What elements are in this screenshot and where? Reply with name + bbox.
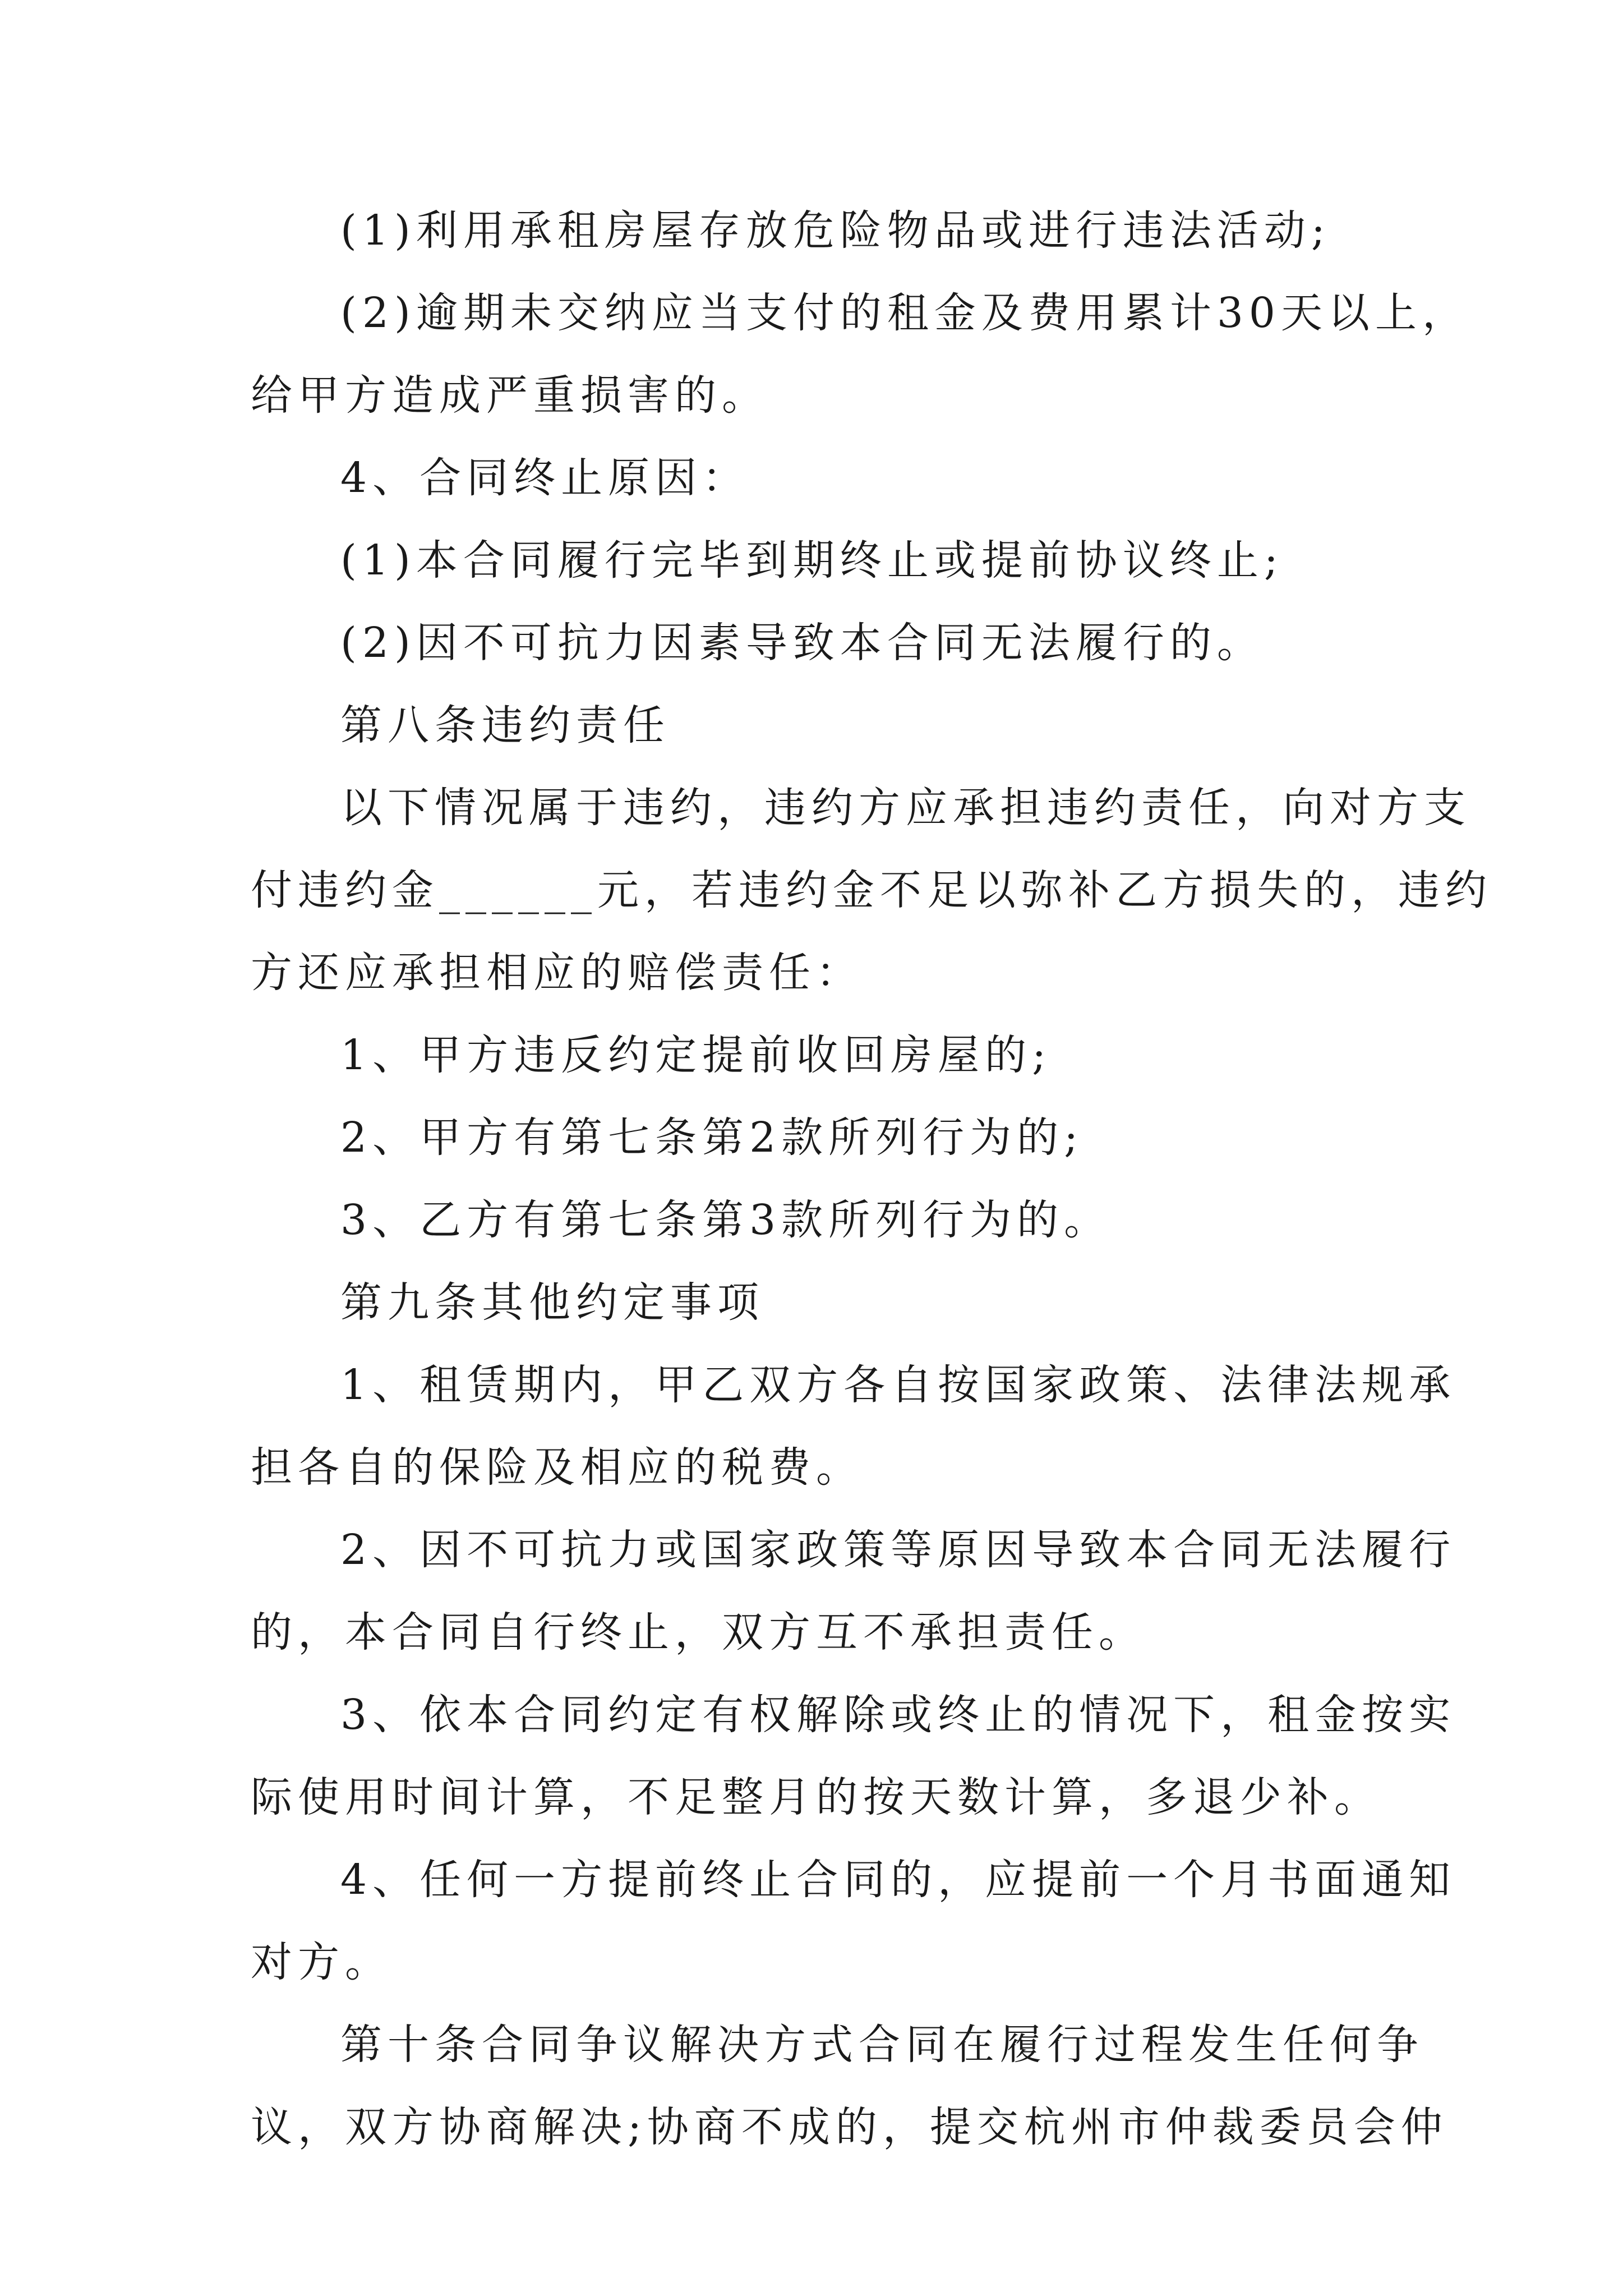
text-line: 给甲方造成严重损害的。 xyxy=(251,371,769,420)
text-line: 第八条违约责任 xyxy=(340,701,670,749)
text-line: 2、甲方有第七条第2款所列行为的; xyxy=(340,1114,1084,1162)
clause-paragraph xyxy=(251,1509,1456,1674)
text-line: 的，本合同自行终止，双方互不承担责任。 xyxy=(251,1608,1146,1657)
clause-paragraph xyxy=(251,1179,1389,1262)
text-line: 2、因不可抗力或国家政策等原因导致本合同无法履行 xyxy=(340,1526,1456,1574)
clause-paragraph xyxy=(251,437,1389,519)
text-line: 3、乙方有第七条第3款所列行为的。 xyxy=(340,1196,1112,1244)
text-line: 4、任何一方提前终止合同的，应提前一个月书面通知 xyxy=(340,1856,1456,1904)
text-line: 议，双方协商解决;协商不成的，提交杭州市仲裁委员会仲 xyxy=(251,2103,1448,2151)
section-heading xyxy=(251,1262,1389,1344)
text-line: 方还应承担相应的赔偿责任： xyxy=(251,949,863,997)
text-line: 第十条合同争议解决方式合同在履行过程发生任何争 xyxy=(340,2021,1424,2069)
text-line: 对方。 xyxy=(251,1938,392,1986)
clause-paragraph xyxy=(251,767,1492,1014)
section-heading xyxy=(251,684,1389,767)
text-line: 1、租赁期内，甲乙双方各自按国家政策、法律法规承 xyxy=(340,1361,1456,1409)
section-heading xyxy=(251,2004,1448,2169)
clause-paragraph xyxy=(251,1014,1389,1097)
document-body xyxy=(251,190,1492,2169)
text-line: (1)利用承租房屋存放危险物品或进行违法活动; xyxy=(340,206,1331,255)
clause-paragraph xyxy=(251,272,1469,437)
clause-paragraph xyxy=(251,1344,1456,1509)
text-line: 3、依本合同约定有权解除或终止的情况下，租金按实 xyxy=(340,1691,1456,1739)
text-line: (2)因不可抗力因素导致本合同无法履行的。 xyxy=(340,619,1264,667)
text-line: (2)逾期未交纳应当支付的租金及费用累计30天以上， xyxy=(340,289,1469,337)
clause-paragraph xyxy=(251,190,1389,272)
clause-paragraph xyxy=(251,602,1389,684)
clause-paragraph xyxy=(251,1839,1456,2004)
text-line: 担各自的保险及相应的税费。 xyxy=(251,1443,863,1492)
clause-paragraph xyxy=(251,1097,1389,1179)
text-line: 4、合同终止原因： xyxy=(340,454,750,502)
text-line: 第九条其他约定事项 xyxy=(340,1278,764,1327)
text-line: 际使用时间计算，不足整月的按天数计算，多退少补。 xyxy=(251,1773,1381,1821)
text-line: 付违约金______元，若违约金不足以弥补乙方损失的，违约 xyxy=(251,866,1492,914)
text-line: (1)本合同履行完毕到期终止或提前协议终止; xyxy=(340,536,1284,585)
clause-paragraph xyxy=(251,519,1389,602)
clause-paragraph xyxy=(251,1674,1456,1839)
text-line: 1、甲方违反约定提前收回房屋的; xyxy=(340,1031,1052,1079)
text-line: 以下情况属于违约，违约方应承担违约责任，向对方支 xyxy=(340,784,1471,832)
